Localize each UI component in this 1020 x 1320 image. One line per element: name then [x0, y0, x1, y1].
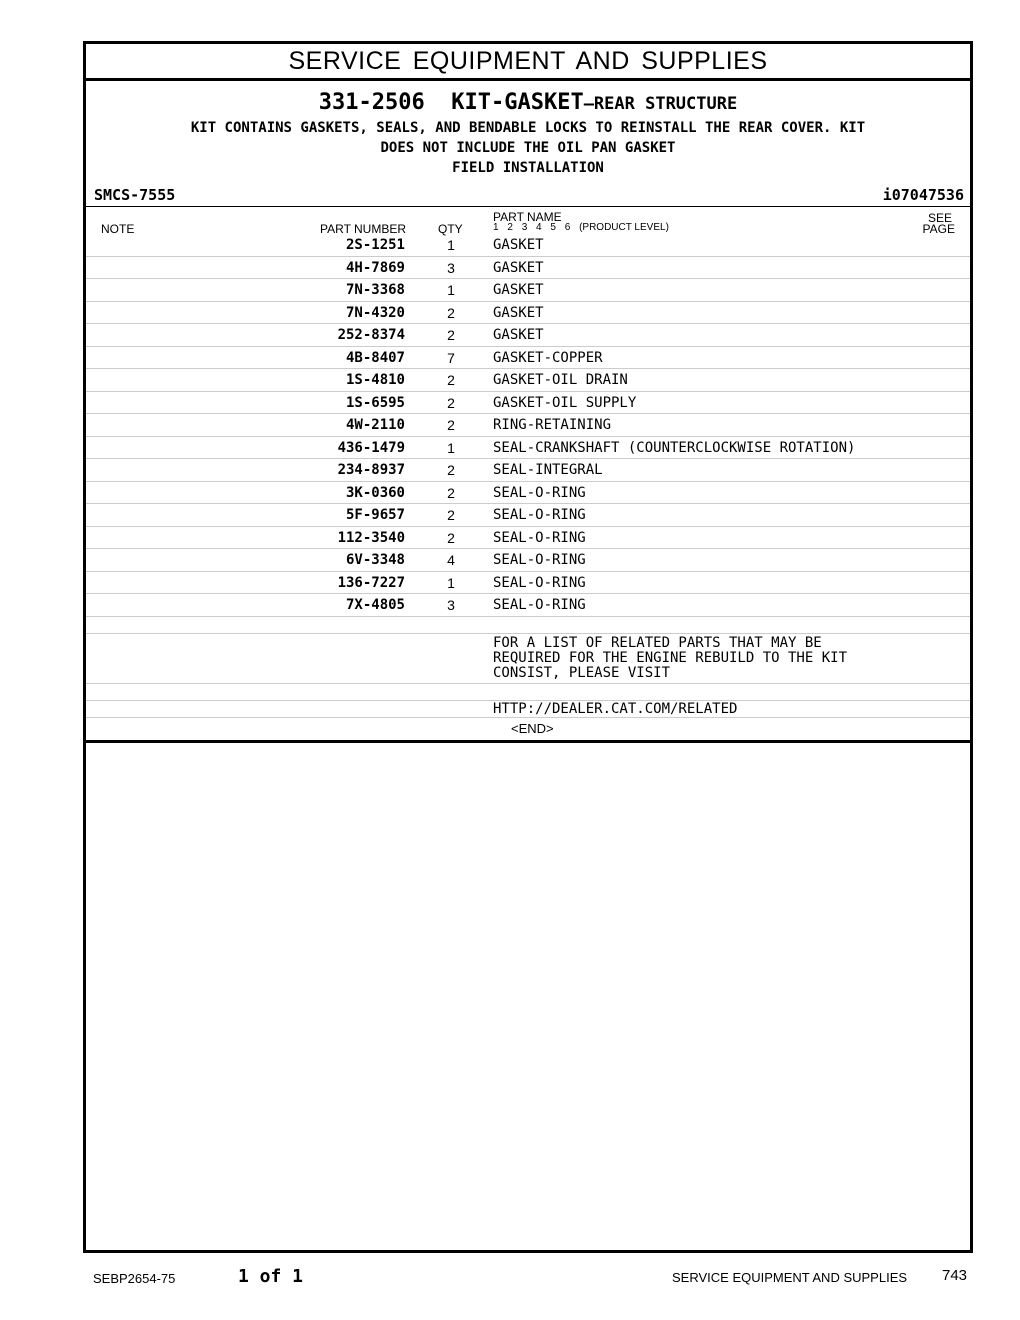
related-parts-url-row [86, 701, 970, 718]
part-name-cell: GASKET [493, 304, 544, 321]
table-row [86, 617, 970, 634]
table-row [86, 482, 970, 505]
table-row [86, 234, 970, 257]
part-number-cell: 7N-3368 [345, 282, 405, 298]
part-name-cell: SEAL-O-RING [493, 552, 586, 568]
note-line: CONSIST, PLEASE VISIT [493, 664, 671, 681]
description-line: KIT CONTAINS GASKETS, SEALS, AND BENDABLE LOCKS TO REINSTALL THE REAR COVER. KIT [190, 120, 866, 136]
section-title: SERVICE EQUIPMENT AND SUPPLIES [86, 44, 970, 81]
part-number-cell: 112-3540 [337, 529, 405, 546]
table-row [86, 257, 970, 280]
qty-cell: 1 [447, 237, 455, 253]
part-number-cell: 1S-4810 [345, 372, 405, 388]
part-number-cell: 5F-9657 [345, 507, 405, 523]
footer-page-of: 1 of 1 [238, 1266, 304, 1287]
part-number-cell: 4B-8407 [345, 349, 405, 366]
table-row [86, 684, 970, 701]
table-row [86, 572, 970, 595]
kit-number: 331-2506 [318, 90, 425, 115]
description-line: DOES NOT INCLUDE THE OIL PAN GASKET [380, 140, 676, 156]
parts-table [86, 234, 970, 738]
part-name-cell: GASKET [493, 327, 544, 343]
part-number-cell: 234-8937 [337, 462, 405, 478]
smcs-code: SMCS-7555 [94, 186, 176, 204]
table-row [86, 504, 970, 527]
table-row [86, 594, 970, 617]
qty-cell: 2 [447, 372, 455, 388]
illustration-id: i07047536 [882, 186, 964, 204]
part-name-cell: GASKET-COPPER [493, 349, 603, 366]
product-level-label: (PRODUCT LEVEL) [579, 222, 669, 233]
part-name-cell: GASKET-OIL DRAIN [493, 372, 628, 388]
footer-doc-id: SEBP2654-75 [93, 1271, 176, 1286]
part-name-cell: SEAL-O-RING [493, 484, 586, 501]
product-levels [493, 222, 669, 233]
table-row [86, 324, 970, 347]
table-row [86, 437, 970, 460]
qty-cell: 1 [447, 574, 455, 591]
end-marker: <END> [511, 720, 554, 736]
qty-cell: 2 [447, 462, 455, 478]
part-name-cell: GASKET [493, 282, 544, 298]
level-1: 1 [493, 222, 499, 233]
part-name-cell: GASKET [493, 259, 544, 276]
qty-cell: 2 [447, 507, 455, 523]
qty-cell: 1 [447, 282, 455, 298]
part-name-cell: SEAL-CRANKSHAFT (COUNTERCLOCKWISE ROTATION) [493, 439, 856, 456]
part-name-cell: SEAL-O-RING [493, 597, 586, 613]
kit-name: KIT-GASKET [451, 90, 584, 115]
column-header-page: PAGE [922, 222, 955, 236]
table-row [86, 279, 970, 302]
end-marker-row [86, 718, 970, 738]
part-number-cell: 2S-1251 [345, 237, 405, 253]
qty-cell: 3 [447, 597, 455, 613]
qty-cell: 1 [447, 439, 455, 456]
qty-cell: 2 [447, 394, 455, 411]
qty-cell: 7 [447, 349, 455, 366]
table-row [86, 369, 970, 392]
part-number-cell: 4H-7869 [345, 259, 405, 276]
qty-cell: 3 [447, 259, 455, 276]
table-row [86, 459, 970, 482]
column-header-see: SEE [927, 211, 952, 225]
column-header-qty: QTY [438, 222, 463, 236]
table-row [86, 392, 970, 415]
part-name-cell: RING-RETAINING [493, 417, 612, 433]
note-line: REQUIRED FOR THE ENGINE REBUILD TO THE KIT [493, 649, 848, 666]
kit-title [86, 90, 970, 115]
qty-cell: 2 [447, 417, 455, 433]
part-number-cell: 7N-4320 [345, 304, 405, 321]
kit-subname: —REAR STRUCTURE [583, 94, 738, 114]
qty-cell: 2 [447, 529, 455, 546]
part-number-cell: 436-1479 [337, 439, 405, 456]
level-5: 5 [550, 222, 556, 233]
description-line: FIELD INSTALLATION [452, 160, 604, 176]
part-number-cell: 6V-3348 [345, 552, 405, 568]
level-4: 4 [536, 222, 542, 233]
level-3: 3 [521, 222, 528, 233]
table-row [86, 347, 970, 370]
qty-cell: 2 [447, 304, 455, 321]
footer-section: SERVICE EQUIPMENT AND SUPPLIES [672, 1270, 908, 1285]
part-number-cell: 252-8374 [337, 327, 405, 343]
part-name-cell: GASKET [493, 237, 544, 253]
table-row [86, 549, 970, 572]
part-number-cell: 1S-6595 [345, 394, 405, 411]
qty-cell: 2 [447, 327, 455, 343]
part-number-cell: 7X-4805 [345, 597, 405, 613]
table-row [86, 414, 970, 437]
part-number-cell: 4W-2110 [345, 417, 405, 433]
column-header-part-name: PART NAME [493, 210, 562, 224]
level-6: 6 [564, 222, 571, 233]
parts-page-frame [83, 41, 973, 1253]
kit-description [86, 118, 970, 178]
related-parts-link[interactable]: HTTP://DEALER.CAT.COM/RELATED [493, 700, 738, 717]
column-header-part-number: PART NUMBER [320, 222, 407, 236]
level-2: 2 [507, 222, 513, 233]
part-name-cell: SEAL-O-RING [493, 574, 586, 591]
qty-cell: 4 [447, 552, 455, 568]
table-row [86, 527, 970, 550]
divider [86, 206, 970, 207]
table-bottom-rule [86, 740, 970, 743]
column-header-note: NOTE [101, 222, 135, 236]
footer-page-number: 743 [942, 1267, 968, 1284]
note-line: FOR A LIST OF RELATED PARTS THAT MAY BE [493, 634, 822, 651]
part-name-cell: SEAL-INTEGRAL [493, 462, 603, 478]
part-number-cell: 136-7227 [337, 574, 405, 591]
related-parts-note [86, 634, 970, 684]
part-name-cell: GASKET-OIL SUPPLY [493, 394, 637, 411]
qty-cell: 2 [447, 484, 455, 501]
part-name-cell: SEAL-O-RING [493, 507, 586, 523]
table-row [86, 302, 970, 325]
part-number-cell: 3K-0360 [345, 484, 405, 501]
part-name-cell: SEAL-O-RING [493, 529, 586, 546]
